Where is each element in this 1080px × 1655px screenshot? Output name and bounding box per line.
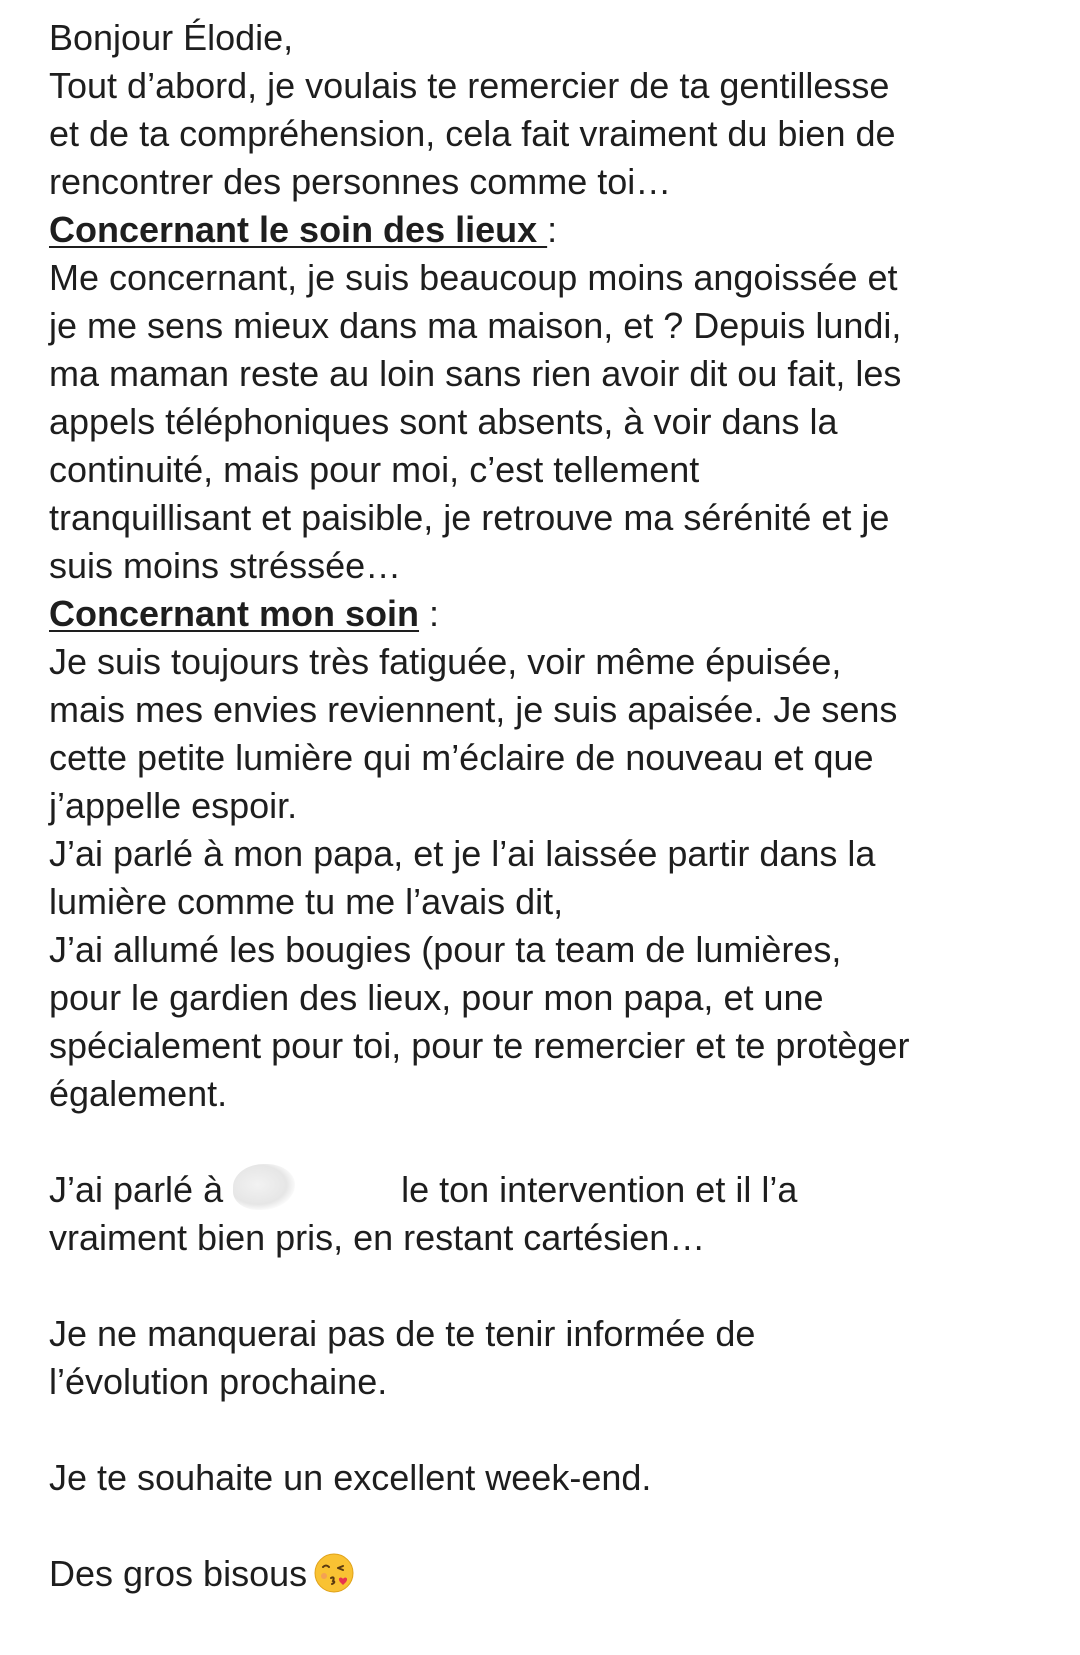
paragraph-line: J’ai parlé à mon papa, et je l’ai laissée partir dans la [49,833,876,874]
redacted-line [49,1166,1069,1214]
heading-colon: : [547,209,558,250]
paragraph-line: vraiment bien pris, en restant cartésien… [49,1217,706,1258]
closing-line [49,1550,1069,1598]
blank-line [49,1118,1069,1166]
wishes-line: Je te souhaite un excellent week-end. [49,1457,652,1498]
blank-line [49,1502,1069,1550]
section-heading-soin-row [49,590,1069,638]
closing-text: Des gros bisous [49,1553,308,1594]
paragraph-line: Je suis toujours très fatiguée, voir même épuisée, [49,641,842,682]
paragraph-line: mais mes envies reviennent, je suis apaisée. Je sens [49,689,898,730]
paragraph-line: également. [49,1073,228,1114]
paragraph-line: spécialement pour toi, pour te remercier et te protèger [49,1025,910,1066]
paragraph-line: tranquillisant et paisible, je retrouve ma sérénité et je [49,497,890,538]
face-blowing-kiss-icon [313,1552,355,1594]
paragraph-line: je me sens mieux dans ma maison, et ? Depuis lundi, [49,305,902,346]
redaction-blur [233,1168,401,1208]
section-heading-soin: Concernant mon soin [49,593,420,634]
blank-line [49,1406,1069,1454]
intro-line: rencontrer des personnes comme toi… [49,161,672,202]
intro-line: Tout d’abord, je voulais te remercier de ta gentillesse [49,65,890,106]
paragraph-line: pour le gardien des lieux, pour mon papa, et une [49,977,824,1018]
blank-line [49,1262,1069,1310]
paragraph-line: ma maman reste au loin sans rien avoir dit ou fait, les [49,353,902,394]
text-before-redaction: J’ai parlé à [49,1169,234,1210]
paragraph-line: Me concernant, je suis beaucoup moins angoissée et [49,257,898,298]
paragraph-line: continuité, mais pour moi, c’est tellement [49,449,700,490]
paragraph-line: lumière comme tu me l’avais dit, [49,881,564,922]
paragraph-line: appels téléphoniques sont absents, à voir dans la [49,401,838,442]
section-heading-lieux-row [49,206,1069,254]
text-after-redaction: le ton intervention et il l’a [401,1169,798,1210]
paragraph-line: cette petite lumière qui m’éclaire de nouveau et que [49,737,874,778]
paragraph-line: l’évolution prochaine. [49,1361,388,1402]
paragraph-line: j’appelle espoir. [49,785,298,826]
section-heading-lieux: Concernant le soin des lieux [49,209,548,250]
paragraph-line: Je ne manquerai pas de te tenir informée de [49,1313,756,1354]
greeting: Bonjour Élodie, [49,17,294,58]
heading-colon: : [419,593,440,634]
intro-line: et de ta compréhension, cela fait vraiment du bien de [49,113,896,154]
paragraph-line: J’ai allumé les bougies (pour ta team de lumières, [49,929,842,970]
paragraph-line: suis moins stréssée… [49,545,402,586]
message-body [49,14,1069,1598]
